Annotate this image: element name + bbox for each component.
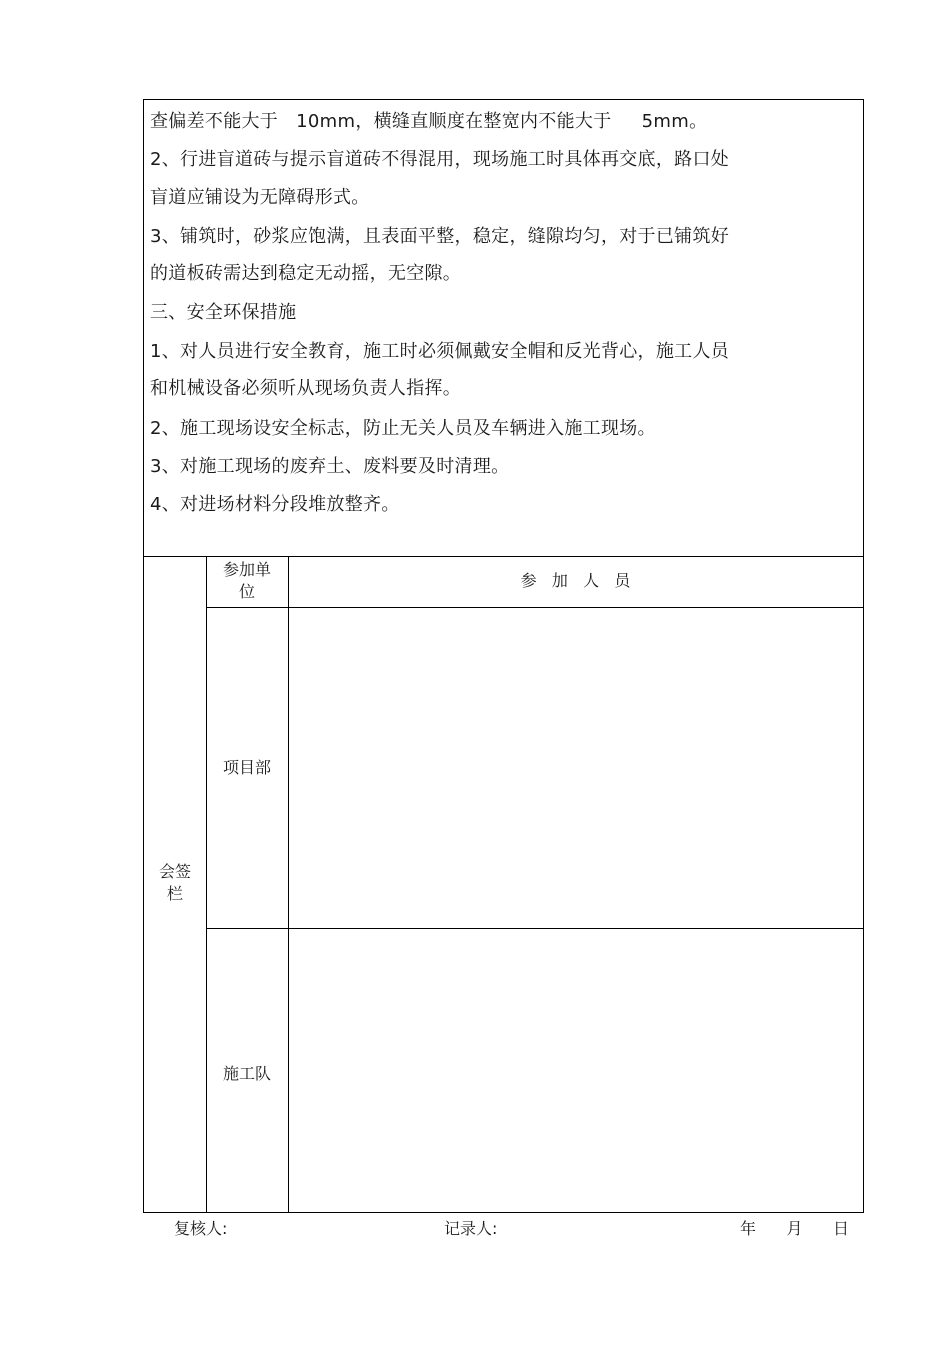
sign-off-area [144, 557, 863, 1212]
column-divider [206, 557, 207, 1212]
content-line: 2、施工现场设安全标志，防止无关人员及车辆进入施工现场。 [150, 418, 656, 439]
row-divider [206, 928, 863, 929]
content-line: 3、铺筑时，砂浆应饱满，且表面平整，稳定，缝隙均匀，对于已铺筑好 [150, 226, 730, 247]
personnel-field-project-dept[interactable] [288, 757, 863, 779]
personnel-header: 参 加 人 员 [520, 571, 631, 590]
column-divider [288, 557, 289, 1212]
recorder-label: 记录人: [444, 1219, 498, 1238]
disclosure-table [143, 99, 864, 1213]
content-cell [144, 100, 863, 557]
content-line: 4、对进场材料分段堆放整齐。 [150, 494, 400, 515]
section-heading: 三、安全环保措施 [150, 302, 297, 323]
personnel-field-construction-team[interactable] [288, 1063, 863, 1085]
reviewer-label: 复核人: [174, 1219, 228, 1238]
content-line: 2、行进盲道砖与提示盲道砖不得混用，现场施工时具体再交底，路口处 [150, 149, 730, 170]
content-line: 的道板砖需达到稳定无动摇，无空隙。 [150, 263, 462, 284]
row-divider [206, 607, 863, 608]
content-line: 3、对施工现场的废弃土、废料要及时清理。 [150, 456, 510, 477]
content-line: 盲道应铺设为无障碍形式。 [150, 187, 370, 208]
date-label: 年 月 日 [740, 1219, 850, 1238]
unit-header: 参加单 位 [222, 560, 271, 601]
unit-project-dept: 项目部 [222, 758, 271, 777]
content-line: 查偏差不能大于 10mm，横缝直顺度在整宽内不能大于 5mm。 [150, 111, 708, 132]
content-line: 和机械设备必须听从现场负责人指挥。 [150, 378, 462, 399]
content-line: 1、对人员进行安全教育，施工时必须佩戴安全帽和反光背心，施工人员 [150, 341, 730, 362]
sign-section-label: 会签 栏 [158, 862, 191, 903]
unit-construction-team: 施工队 [222, 1064, 271, 1083]
